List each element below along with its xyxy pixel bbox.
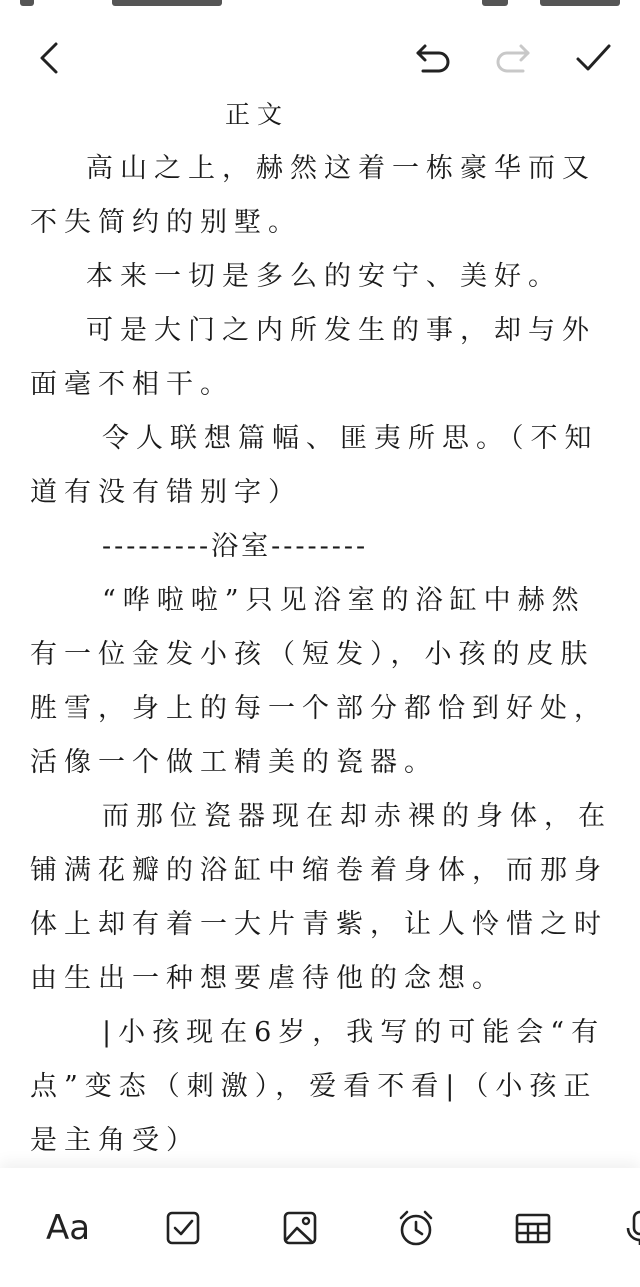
insert-table-button[interactable] — [503, 1198, 563, 1258]
back-button[interactable] — [22, 30, 78, 86]
font-format-label: Aa — [45, 1208, 91, 1248]
bottom-toolbar — [0, 1168, 640, 1287]
redo-button[interactable] — [485, 30, 541, 86]
note-editor[interactable] — [30, 88, 615, 1173]
checkbox-icon — [163, 1208, 203, 1248]
reminder-button[interactable] — [386, 1198, 446, 1258]
chevron-left-icon — [30, 38, 70, 78]
font-format-button[interactable] — [38, 1198, 98, 1258]
alarm-clock-icon — [396, 1208, 436, 1248]
note-paragraph: 高山之上，赫然这着一栋豪华而又不失简约的别墅。 — [30, 153, 596, 238]
checklist-button[interactable] — [153, 1198, 213, 1258]
done-button[interactable] — [565, 30, 621, 86]
table-icon — [513, 1208, 553, 1248]
note-paragraph: 令人联想篇幅、匪夷所思。（不知道有没有错别字） — [30, 423, 599, 508]
undo-button[interactable] — [405, 30, 461, 86]
image-icon — [280, 1208, 320, 1248]
status-fragment — [482, 0, 508, 6]
checkmark-icon — [573, 38, 613, 78]
note-paragraph: |小孩现在6岁，我写的可能会“有点”变态（刺激），爱看不看|（小孩正是主角受） — [30, 1017, 606, 1156]
status-fragment — [540, 0, 620, 6]
microphone-icon — [620, 1208, 640, 1248]
section-divider: ---------浴室-------- — [102, 531, 369, 562]
note-paragraph: 本来一切是多么的安宁、美好。 — [86, 261, 562, 292]
note-paragraph: 而那位瓷器现在却赤裸的身体，在铺满花瓣的浴缸中缩卷着身体，而那身体上却有着一大片青紫，让人怜惜之时由生出一种想要虐待他的念想。 — [30, 801, 612, 994]
voice-input-button[interactable] — [610, 1198, 640, 1258]
status-bar — [0, 0, 640, 14]
note-title: 正文 — [225, 100, 290, 129]
status-fragment — [112, 0, 222, 6]
note-paragraph: “哗啦啦”只见浴室的浴缸中赫然有一位金发小孩（短发），小孩的皮肤胜雪，身上的每一个部分都恰到好处，活像一个做工精美的瓷器。 — [30, 585, 608, 778]
undo-icon — [413, 38, 453, 78]
top-toolbar — [0, 30, 640, 90]
insert-image-button[interactable] — [270, 1198, 330, 1258]
note-paragraph: 可是大门之内所发生的事，却与外面毫不相干。 — [30, 315, 596, 400]
redo-icon — [493, 38, 533, 78]
status-fragment — [20, 0, 34, 6]
